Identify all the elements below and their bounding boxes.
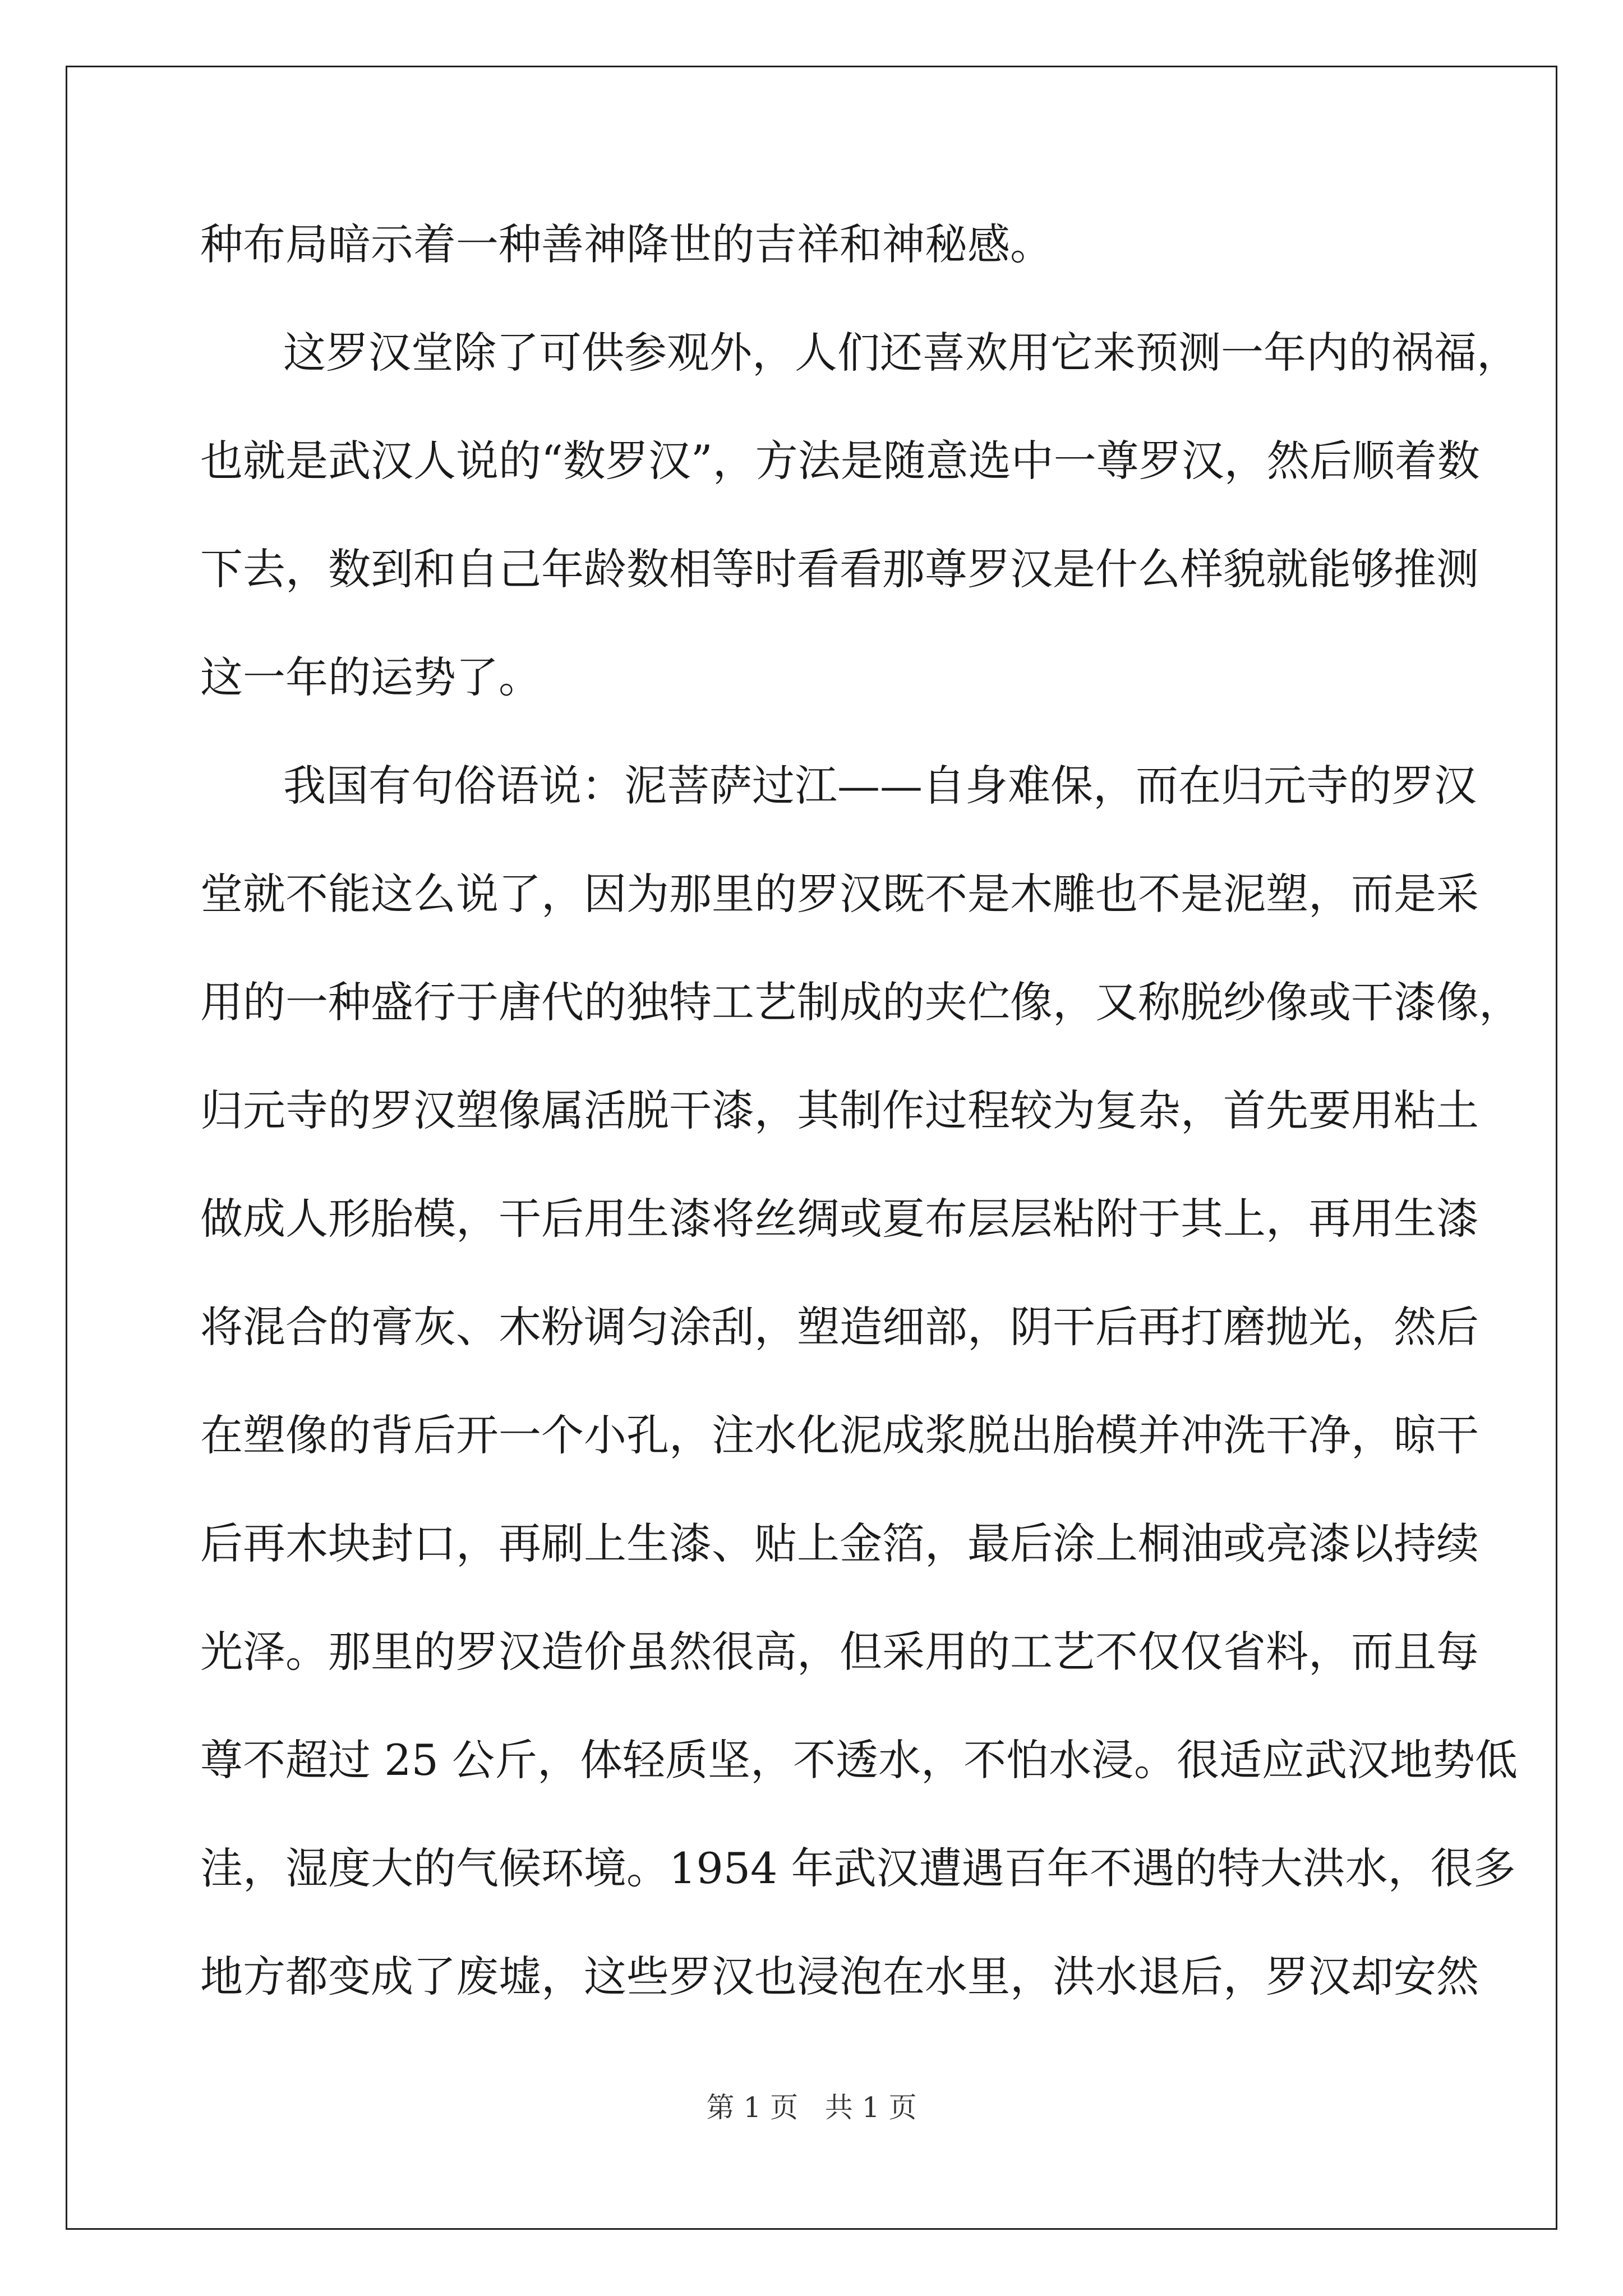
text-line: 下去，数到和自己年龄数相等时看看那尊罗汉是什么样貌就能够推测 — [200, 544, 1479, 594]
text-line: 后再木块封口，再刷上生漆、贴上金箔，最后涂上桐油或亮漆以持续 — [200, 1519, 1479, 1568]
page-total: 共 1 页 — [824, 2091, 917, 2124]
text-line: 堂就不能这么说了，因为那里的罗汉既不是木雕也不是泥塑，而是采 — [200, 869, 1479, 919]
body-text — [200, 0, 1521, 2076]
text-line: 做成人形胎模，干后用生漆将丝绸或夏布层层粘附于其上，再用生漆 — [200, 1194, 1479, 1244]
page-footer — [0, 2088, 1623, 2127]
text-line: 也就是武汉人说的“数罗汉”，方法是随意选中一尊罗汉，然后顺着数 — [200, 436, 1480, 486]
text-line: 我国有句俗语说：泥菩萨过江——自身难保，而在归元寺的罗汉 — [283, 761, 1477, 811]
text-line: 将混合的膏灰、木粉调匀涂刮，塑造细部，阴干后再打磨抛光，然后 — [200, 1302, 1479, 1352]
text-line: 地方都变成了废墟，这些罗汉也浸泡在水里，洪水退后，罗汉却安然 — [200, 1952, 1479, 2001]
text-line: 光泽。那里的罗汉造价虽然很高，但采用的工艺不仅仅省料，而且每 — [200, 1627, 1479, 1677]
page-number: 第 1 页 — [706, 2091, 799, 2124]
text-line: 在塑像的背后开一个小孔，注水化泥成浆脱出胎模并冲洗干净，晾干 — [200, 1410, 1479, 1460]
text-line: 归元寺的罗汉塑像属活脱干漆，其制作过程较为复杂，首先要用粘土 — [200, 1085, 1479, 1135]
footer-separator — [798, 2091, 825, 2124]
text-line: 用的一种盛行于唐代的独特工艺制成的夹伫像，又称脱纱像或干漆像， — [200, 977, 1521, 1027]
text-line: 这罗汉堂除了可供参观外，人们还喜欢用它来预测一年内的祸福， — [283, 328, 1519, 378]
text-line: 洼，湿度大的气候环境。1954 年武汉遭遇百年不遇的特大洪水，很多 — [200, 1843, 1516, 1893]
text-line: 尊不超过 25 公斤，体轻质坚，不透水，不怕水浸。很适应武汉地势低 — [200, 1735, 1518, 1785]
text-line: 这一年的运势了。 — [200, 652, 541, 702]
text-line: 种布局暗示着一种善神降世的吉祥和神秘感。 — [200, 219, 1053, 269]
